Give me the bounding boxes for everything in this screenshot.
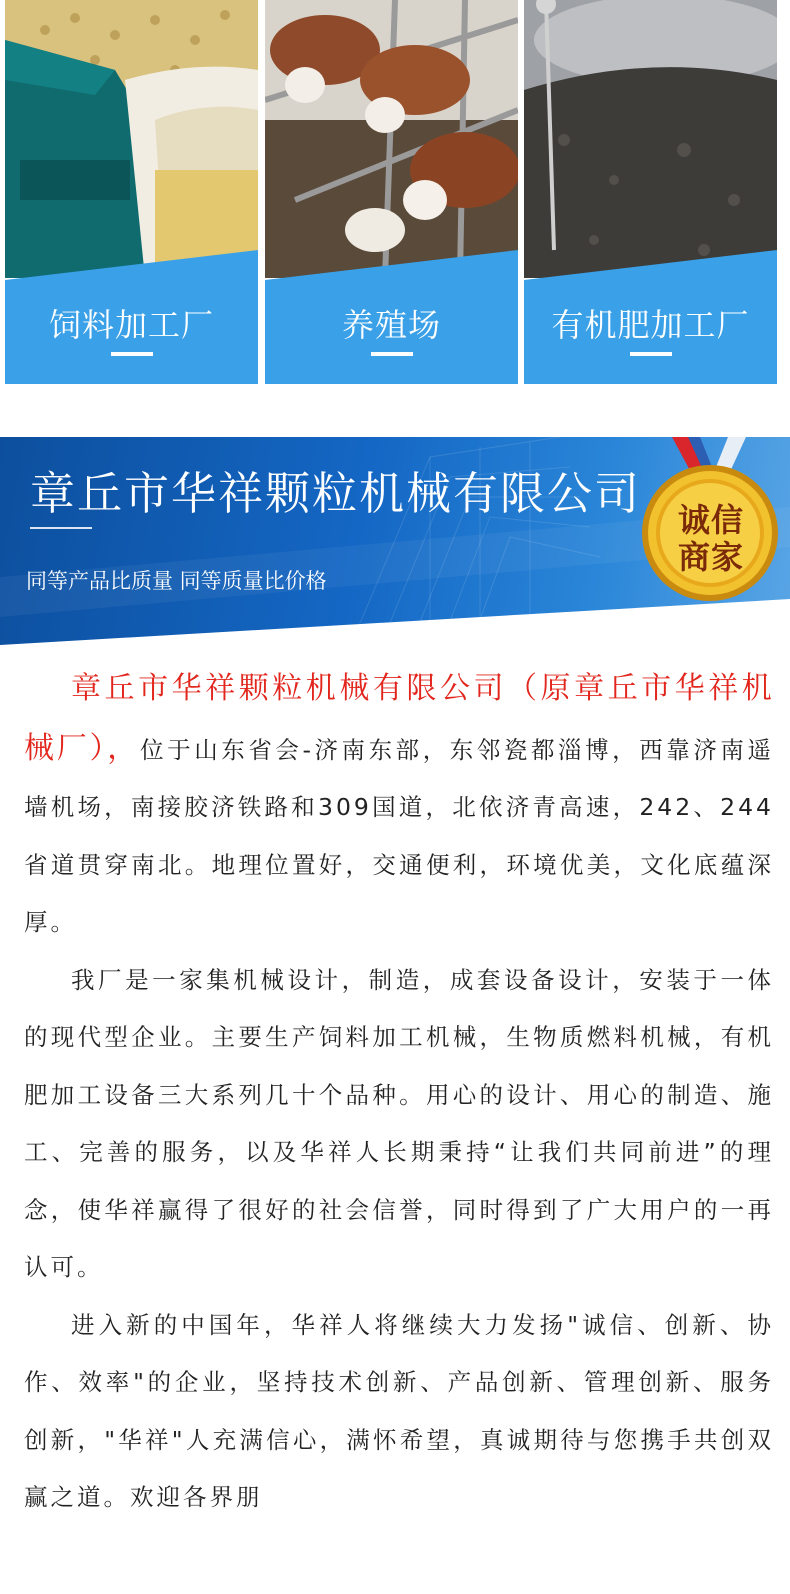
category-card-farm[interactable] [265,0,518,384]
card-label: 饲料加工厂 [48,306,214,344]
intro-paragraph-3: 进入新的中国年，华祥人将继续大力发扬"诚信、创新、协作、效率"的企业，坚持技术创新、产品创新、管理创新、服务创新，"华祥"人充满信心，满怀希望，真诚期待与您携手共创双赢之道。欢迎各界朋 [24,1310,774,1511]
cattle-farm-photo [265,0,518,278]
banner-divider [30,527,92,529]
intro-paragraph-2: 我厂是一家集机械设计，制造，成套设备设计，安装于一体的现代型企业。主要生产饲料加工机械，生物质燃料机械，有机肥加工设备三大系列几十个品种。用心的设计、用心的制造、施工、完善的服务，以及华祥人长期秉持“让我们共同前进”的理念，使华祥赢得了很好的社会信誉，同时得到了广大用户的一再认可。 [24,965,774,1281]
medal-label [652,502,770,576]
card-underline [630,352,672,356]
intro-lead-highlight: 章丘市华祥颗粒机械有限公司（原章丘市华祥机械厂）， [24,671,774,766]
intro-paragraph-1 [24,660,774,952]
organic-fertilizer-compost-photo [524,0,777,278]
company-banner [0,437,790,647]
medal-label-line1: 诚信 [677,501,744,539]
feed-pellet-machine-photo [5,0,258,278]
company-intro [24,660,774,1527]
category-card-organic-fertilizer[interactable] [524,0,777,384]
category-card-feed-factory[interactable] [5,0,258,384]
card-underline [371,352,413,356]
category-cards [0,0,790,384]
card-label: 养殖场 [341,306,441,344]
medal-label-line2: 商家 [677,538,744,576]
banner-title: 章丘市华祥颗粒机械有限公司 [30,467,642,520]
card-label: 有机肥加工厂 [551,306,750,344]
banner-slogan: 同等产品比质量 同等质量比价格 [26,569,327,593]
card-underline [111,352,153,356]
intro-paragraph-1-text: 位于山东省会-济南东部，东邻瓷都淄博，西靠济南遥墙机场，南接胶济铁路和309国道，北依济青高速，242、244省道贯穿南北。地理位置好，交通便利，环境优美，文化底蕴深厚。 [24,735,774,936]
